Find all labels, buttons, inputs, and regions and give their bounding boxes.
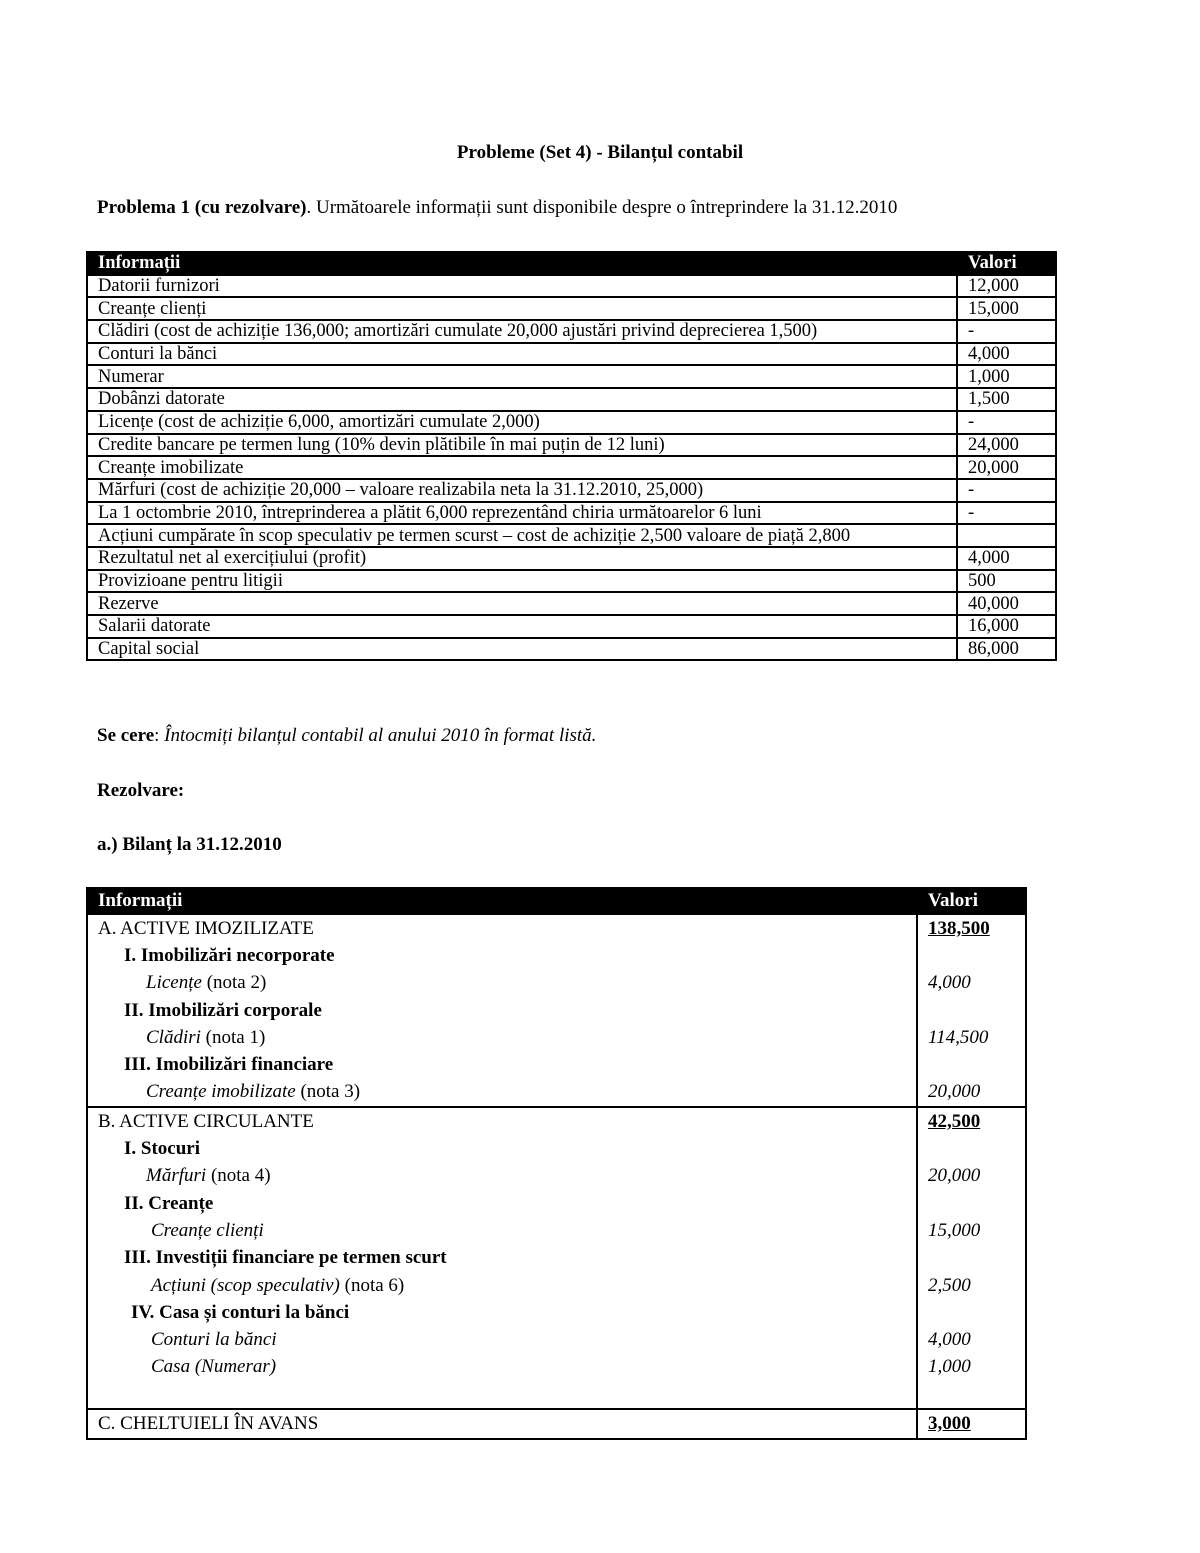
group-label: II. Creanțe — [87, 1190, 917, 1217]
row-value: - — [957, 320, 1056, 343]
row-label: Conturi la bănci — [87, 343, 957, 366]
requirement-label: Se cere — [97, 725, 155, 746]
row-label: Clădiri (cost de achiziție 136,000; amortizări cumulate 20,000 ajustări privind deprecierea 1,500) — [87, 320, 957, 343]
item-row — [87, 1024, 1026, 1051]
table-row — [87, 479, 1056, 502]
row-value: 16,000 — [957, 615, 1056, 638]
table-header-row — [87, 252, 1056, 275]
row-value: 24,000 — [957, 434, 1056, 457]
row-label: Datorii furnizori — [87, 275, 957, 298]
spacer-row — [87, 1381, 1026, 1409]
group-label: III. Investiții financiare pe termen scurt — [87, 1245, 917, 1272]
table-row — [87, 547, 1056, 570]
item-label: Mărfuri — [146, 1165, 207, 1187]
section-label: B. ACTIVE CIRCULANTE — [87, 1107, 917, 1135]
table-row — [87, 592, 1056, 615]
table-row — [87, 388, 1056, 411]
row-label: Salarii datorate — [87, 615, 957, 638]
information-table-body — [87, 275, 1056, 661]
problem-label: Problema 1 (cu rezolvare) — [97, 197, 307, 218]
header-valori: Valori — [957, 252, 1056, 275]
row-value: - — [957, 411, 1056, 434]
row-value: 1,500 — [957, 388, 1056, 411]
group-label: IV. Casa și conturi la bănci — [87, 1299, 917, 1326]
item-label: Casa (Numerar) — [151, 1356, 277, 1378]
item-row — [87, 1326, 1026, 1353]
row-label: Mărfuri (cost de achiziție 20,000 – valoare realizabila neta la 31.12.2010, 25,000) — [87, 479, 957, 502]
row-value — [957, 524, 1056, 547]
table-row — [87, 502, 1056, 525]
item-value: 1,000 — [917, 1354, 1026, 1381]
table-row — [87, 524, 1056, 547]
table-row — [87, 297, 1056, 320]
item-value: 15,000 — [917, 1217, 1026, 1244]
group-row — [87, 997, 1026, 1024]
item-row — [87, 970, 1026, 997]
row-value: 40,000 — [957, 592, 1056, 615]
item-row — [87, 1079, 1026, 1107]
item-note: (nota 1) — [200, 1026, 266, 1048]
section-row-cheltuieli-in-avans — [87, 1409, 1026, 1438]
table-row — [87, 275, 1056, 298]
table-row — [87, 456, 1056, 479]
row-label: Dobânzi datorate — [87, 388, 957, 411]
problem-intro — [97, 197, 897, 219]
item-note: (nota 4) — [206, 1165, 271, 1187]
row-value: 4,000 — [957, 547, 1056, 570]
group-row — [87, 1299, 1026, 1326]
item-value: 20,000 — [917, 1163, 1026, 1190]
item-row — [87, 1272, 1026, 1299]
table-row — [87, 434, 1056, 457]
group-row — [87, 1190, 1026, 1217]
row-value: - — [957, 479, 1056, 502]
item-label: Clădiri — [146, 1026, 201, 1048]
item-value: 4,000 — [917, 970, 1026, 997]
row-label: Provizioane pentru litigii — [87, 570, 957, 593]
header-informatii: Informații — [87, 252, 957, 275]
header-valori: Valori — [917, 888, 1026, 914]
group-label: I. Imobilizări necorporate — [87, 942, 917, 969]
item-row — [87, 1354, 1026, 1381]
item-row — [87, 1217, 1026, 1244]
group-label: III. Imobilizări financiare — [87, 1051, 917, 1078]
item-note: (nota 6) — [339, 1274, 405, 1296]
requirement-colon: : — [154, 725, 165, 746]
group-row — [87, 942, 1026, 969]
row-label: Rezultatul net al exercițiului (profit) — [87, 547, 957, 570]
item-note: (nota 3) — [295, 1081, 361, 1103]
row-value: 4,000 — [957, 343, 1056, 366]
information-table — [86, 251, 1057, 661]
section-row-active-imobilizate — [87, 914, 1026, 942]
section-total: 3,000 — [928, 1412, 971, 1434]
group-label: I. Stocuri — [87, 1135, 917, 1162]
solution-heading: Rezolvare: — [97, 780, 185, 801]
row-value: 20,000 — [957, 456, 1056, 479]
item-label: Conturi la bănci — [151, 1329, 277, 1351]
item-value: 2,500 — [917, 1272, 1026, 1299]
section-label: A. ACTIVE IMOZILIZATE — [87, 914, 917, 942]
row-value: 1,000 — [957, 365, 1056, 388]
row-label: Creanțe clienți — [87, 297, 957, 320]
group-row — [87, 1051, 1026, 1078]
table-row — [87, 320, 1056, 343]
item-note: (nota 2) — [201, 972, 267, 994]
row-label: Capital social — [87, 638, 957, 661]
table-row — [87, 638, 1056, 661]
table-row — [87, 365, 1056, 388]
requirement-paragraph — [97, 725, 596, 747]
item-label: Creanțe clienți — [151, 1219, 264, 1241]
header-informatii: Informații — [87, 888, 917, 914]
row-value: - — [957, 502, 1056, 525]
item-value: 20,000 — [917, 1079, 1026, 1107]
table-row — [87, 570, 1056, 593]
row-value: 15,000 — [957, 297, 1056, 320]
table-row — [87, 411, 1056, 434]
requirement-text: Întocmiți bilanțul contabil al anului 2010 în format listă. — [164, 725, 597, 746]
section-row-active-circulante — [87, 1107, 1026, 1135]
table-row — [87, 343, 1056, 366]
row-label: Numerar — [87, 365, 957, 388]
group-label: II. Imobilizări corporale — [87, 997, 917, 1024]
row-label: La 1 octombrie 2010, întreprinderea a plătit 6,000 reprezentând chiria următoarelor 6 luni — [87, 502, 957, 525]
row-label: Credite bancare pe termen lung (10% devin plătibile în mai puțin de 12 luni) — [87, 434, 957, 457]
row-value: 12,000 — [957, 275, 1056, 298]
section-total: 42,500 — [928, 1110, 981, 1132]
item-label: Acțiuni (scop speculativ) — [151, 1274, 340, 1296]
table-row — [87, 615, 1056, 638]
item-row — [87, 1163, 1026, 1190]
item-value: 114,500 — [917, 1024, 1026, 1051]
item-label: Licențe — [146, 972, 202, 994]
row-value: 86,000 — [957, 638, 1056, 661]
document-title: Probleme (Set 4) - Bilanțul contabil — [456, 142, 744, 163]
group-row — [87, 1245, 1026, 1272]
row-label: Licențe (cost de achiziție 6,000, amortizări cumulate 2,000) — [87, 411, 957, 434]
group-row — [87, 1135, 1026, 1162]
row-label: Acțiuni cumpărate în scop speculativ pe termen scurst – cost de achiziție 2,500 valoare de piață 2,800 — [87, 524, 957, 547]
balance-sheet-table — [86, 887, 1027, 1440]
row-label: Rezerve — [87, 592, 957, 615]
section-total: 138,500 — [928, 917, 990, 939]
table-header-row — [87, 888, 1026, 914]
section-label: C. CHELTUIELI ÎN AVANS — [87, 1409, 917, 1438]
problem-statement: . Următoarele informații sunt disponibile despre o întreprindere la 31.12.2010 — [306, 197, 898, 218]
row-label: Creanțe imobilizate — [87, 456, 957, 479]
balance-sheet-heading: a.) Bilanț la 31.12.2010 — [97, 834, 282, 855]
item-label: Creanțe imobilizate — [146, 1081, 296, 1103]
row-value: 500 — [957, 570, 1056, 593]
item-value: 4,000 — [917, 1326, 1026, 1353]
